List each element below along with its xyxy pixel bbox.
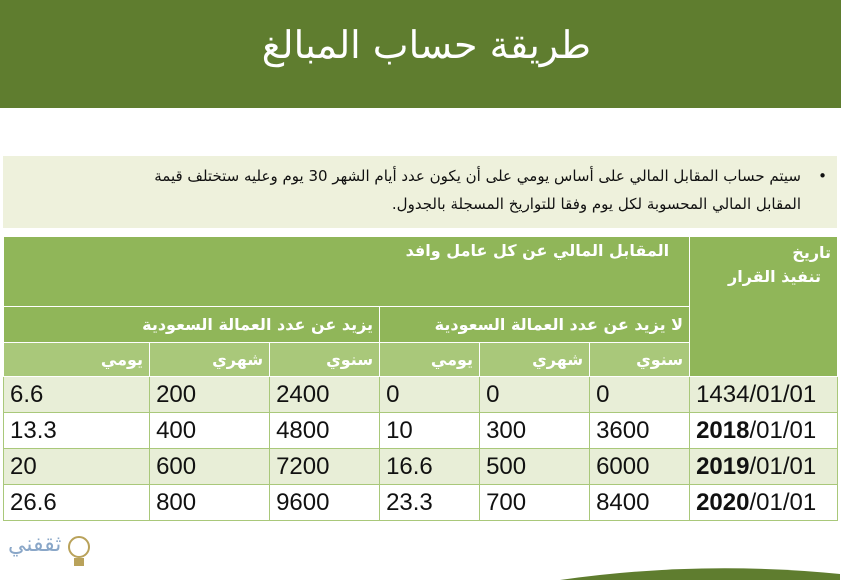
cell-ne-daily: 0 bbox=[380, 377, 480, 413]
table-row bbox=[4, 413, 838, 449]
note-line-2: المقابل المالي المحسوبة لكل يوم وفقا للتواريخ المسجلة بالجدول. bbox=[391, 195, 801, 213]
cell-ne-monthly: 500 bbox=[480, 449, 590, 485]
row-date bbox=[690, 449, 838, 485]
site-logo bbox=[4, 532, 124, 572]
note-line-1: سيتم حساب المقابل المالي على أساس يومي على أن يكون عدد أيام الشهر 30 يوم وعليه ستختلف قيمة bbox=[154, 167, 801, 185]
date-rest: /01/01 bbox=[749, 488, 817, 516]
row-date bbox=[690, 413, 838, 449]
page-title: طريقة حساب المبالغ bbox=[261, 23, 591, 67]
cell-ne-yearly: 8400 bbox=[590, 485, 690, 521]
cell-ex-daily: 6.6 bbox=[4, 377, 150, 413]
group-header-not-exceed: لا يزيد عن عدد العمالة السعودية bbox=[380, 307, 690, 343]
title-banner bbox=[0, 0, 841, 108]
cell-ne-monthly: 700 bbox=[480, 485, 590, 521]
cell-ex-monthly: 400 bbox=[150, 413, 270, 449]
cell-ne-daily: 23.3 bbox=[380, 485, 480, 521]
cell-ex-yearly: 2400 bbox=[270, 377, 380, 413]
logo-text: ثقفني bbox=[8, 532, 62, 557]
table-row bbox=[4, 377, 838, 413]
date-year: 2019 bbox=[696, 452, 750, 480]
table-row bbox=[4, 449, 838, 485]
lightbulb-icon bbox=[66, 534, 92, 570]
col-daily: يومي bbox=[380, 343, 480, 377]
cell-ex-yearly: 7200 bbox=[270, 449, 380, 485]
cell-ex-yearly: 4800 bbox=[270, 413, 380, 449]
cell-ex-monthly: 600 bbox=[150, 449, 270, 485]
col-monthly: شهري bbox=[480, 343, 590, 377]
cell-ex-daily: 26.6 bbox=[4, 485, 150, 521]
cell-ne-monthly: 0 bbox=[480, 377, 590, 413]
cell-ex-yearly: 9600 bbox=[270, 485, 380, 521]
date-year: 2018 bbox=[696, 416, 750, 444]
col-monthly: شهري bbox=[150, 343, 270, 377]
fee-table bbox=[3, 236, 838, 521]
cell-ne-daily: 10 bbox=[380, 413, 480, 449]
row-date bbox=[690, 377, 838, 413]
group-header-exceed: يزيد عن عدد العمالة السعودية bbox=[4, 307, 380, 343]
date-rest: /01/01 bbox=[749, 416, 817, 444]
cell-ex-daily: 20 bbox=[4, 449, 150, 485]
date-year: 1434 bbox=[696, 380, 750, 408]
cell-ne-yearly: 3600 bbox=[590, 413, 690, 449]
row-date bbox=[690, 485, 838, 521]
note-box bbox=[3, 156, 837, 228]
date-rest: /01/01 bbox=[749, 380, 817, 408]
date-rest: /01/01 bbox=[749, 452, 817, 480]
col-daily: يومي bbox=[4, 343, 150, 377]
cell-ex-daily: 13.3 bbox=[4, 413, 150, 449]
cell-ex-monthly: 200 bbox=[150, 377, 270, 413]
main-header: المقابل المالي عن كل عامل وافد bbox=[4, 237, 690, 307]
cell-ex-monthly: 800 bbox=[150, 485, 270, 521]
date-header-line-2: تنفيذ القرار bbox=[728, 267, 822, 286]
date-year: 2020 bbox=[696, 488, 750, 516]
bullet-icon: • bbox=[818, 167, 827, 185]
date-header-line-1: تاريخ bbox=[792, 243, 832, 262]
cell-ne-monthly: 300 bbox=[480, 413, 590, 449]
col-yearly: سنوي bbox=[270, 343, 380, 377]
decorative-swoosh-icon bbox=[560, 560, 840, 580]
date-header bbox=[690, 237, 838, 377]
cell-ne-yearly: 6000 bbox=[590, 449, 690, 485]
cell-ne-yearly: 0 bbox=[590, 377, 690, 413]
table-row bbox=[4, 485, 838, 521]
col-yearly: سنوي bbox=[590, 343, 690, 377]
cell-ne-daily: 16.6 bbox=[380, 449, 480, 485]
